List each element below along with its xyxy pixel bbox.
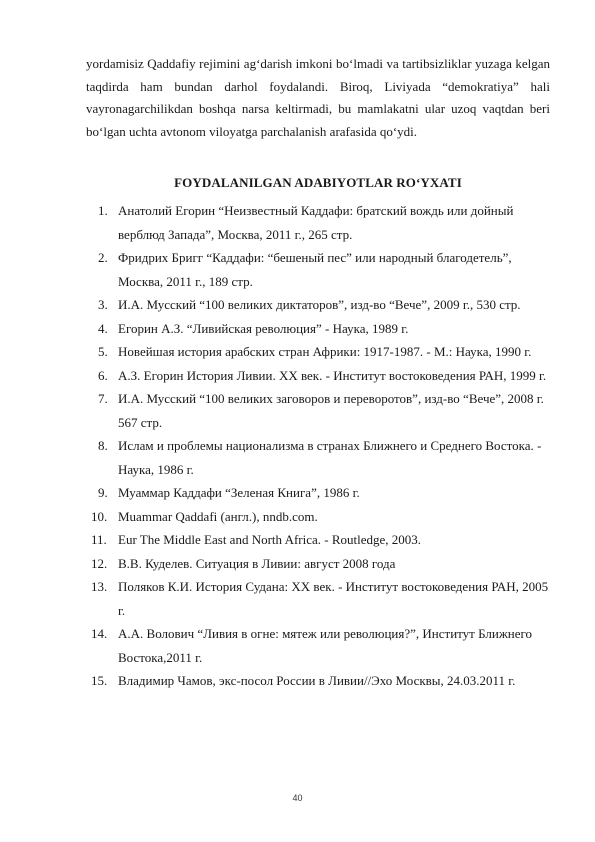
- reference-number: 6.: [98, 367, 108, 383]
- body-paragraph: yordamisiz Qaddafiy rejimini ag‘darish imkoni bo‘lmadi va tartibsizliklar yuzaga kelgan taqdirda ham bundan darhol foydalandi. Biroq, Liviyada “demokratiya” hali vayronagarchilikdan boshqa narsa keltirmadi, bu mamlakatni ular uzoq vaqtdan beri bo‘lgan uchta avtonom viloyatga parchalanish arafasida qo‘ydi.: [86, 56, 550, 139]
- reference-text: Поляков К.И. История Судана: ХХ век. - Институт востоковедения РАН, 2005 г.: [118, 579, 549, 618]
- reference-item: [86, 622, 556, 669]
- reference-text: Владимир Чамов, экс-посол России в Ливии//Эхо Москвы, 24.03.2011 г.: [118, 673, 516, 688]
- reference-number: 4.: [98, 320, 108, 336]
- reference-text: И.А. Мусский “100 великих заговоров и переворотов”, изд-во “Вече”, 2008 г. 567 стр.: [118, 391, 544, 430]
- reference-item: [86, 246, 556, 293]
- reference-text: Анатолий Егорин “Неизвестный Каддафи: братский вождь или дойный верблюд Запада”, Москва, 2011 г., 265 стр.: [118, 203, 514, 242]
- reference-item: [86, 364, 556, 388]
- reference-text: Eur The Middle East and North Africa. - Routledge, 2003.: [118, 532, 422, 547]
- reference-item: [86, 387, 556, 434]
- reference-item: [86, 528, 556, 552]
- reference-item: [86, 199, 556, 246]
- reference-number: 5.: [98, 344, 108, 359]
- references-heading: FOYDALANILGAN ADABIYOTLAR RO‘YXATI: [174, 175, 462, 190]
- reference-number: 3.: [98, 297, 108, 312]
- reference-item: [86, 434, 556, 481]
- reference-item: [86, 552, 556, 576]
- references-list: [86, 199, 556, 693]
- reference-item: [86, 481, 556, 505]
- reference-item: [86, 505, 556, 529]
- reference-number: 7.: [98, 391, 108, 406]
- reference-number: 12.: [91, 555, 108, 571]
- reference-number: 10.: [91, 508, 108, 524]
- reference-text: Муаммар Каддафи “Зеленая Книга”, 1986 г.: [118, 485, 360, 500]
- reference-number: 2.: [98, 250, 108, 265]
- reference-item: [86, 317, 556, 341]
- reference-text: Егорин А.З. “Ливийская революция” - Наука, 1989 г.: [118, 320, 409, 336]
- reference-number: 15.: [91, 673, 108, 688]
- reference-item: [86, 340, 556, 364]
- reference-item: [86, 293, 556, 317]
- page-number: 40: [292, 793, 303, 803]
- reference-text: В.В. Куделев. Ситуация в Ливии: август 2008 года: [118, 555, 396, 571]
- reference-item: [86, 575, 556, 622]
- reference-text: Фридрих Бригг “Каддафи: “бешеный пес” или народный благодетель”, Москва, 2011 г., 189 стр.: [118, 250, 512, 289]
- reference-text: Muammar Qaddafi (англ.), nndb.com.: [118, 508, 318, 524]
- reference-text: Новейшая история арабских стран Африки: 1917-1987. - М.: Наука, 1990 г.: [118, 344, 532, 359]
- reference-text: А.З. Егорин История Ливии. ХХ век. - Институт востоковедения РАН, 1999 г.: [118, 367, 547, 383]
- reference-number: 13.: [91, 579, 108, 594]
- reference-number: 1.: [98, 203, 108, 218]
- reference-item: [86, 669, 556, 693]
- reference-number: 8.: [98, 438, 108, 453]
- reference-text: А.А. Волович “Ливия в огне: мятеж или революция?”, Институт Ближнего Востока,2011 г.: [118, 626, 533, 665]
- reference-number: 14.: [91, 626, 108, 641]
- reference-number: 9.: [98, 485, 108, 500]
- reference-text: И.А. Мусский “100 великих диктаторов”, изд-во “Вече”, 2009 г., 530 стр.: [118, 297, 521, 312]
- reference-number: 11.: [91, 532, 107, 547]
- reference-text: Ислам и проблемы национализма в странах Ближнего и Среднего Востока. - Наука, 1986 г.: [118, 438, 542, 477]
